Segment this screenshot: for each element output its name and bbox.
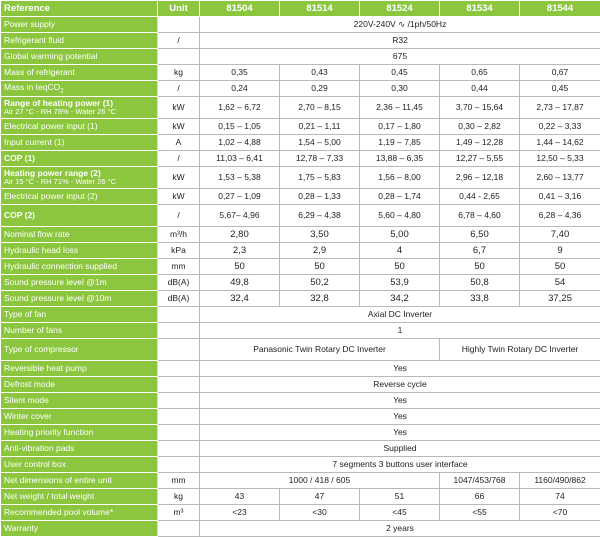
row-label: Global warming potential bbox=[1, 49, 158, 65]
value-cell: Panasonic Twin Rotary DC Inverter bbox=[200, 339, 440, 361]
value-cell: 1,54 – 5,00 bbox=[280, 135, 360, 151]
value-cell: 37,25 bbox=[520, 291, 600, 307]
value-cell: 0,28 – 1,33 bbox=[280, 189, 360, 205]
row-label: Mass of refrigerant bbox=[1, 65, 158, 81]
row-electrical-power-1 bbox=[1, 119, 600, 135]
value-cell: 0,21 – 1,11 bbox=[280, 119, 360, 135]
unit-cell bbox=[158, 49, 200, 65]
row-weight bbox=[1, 489, 600, 505]
value-cell: 2,70 – 8,15 bbox=[280, 97, 360, 119]
value-cell: 2 years bbox=[200, 521, 600, 537]
unit-cell: / bbox=[158, 205, 200, 227]
row-label-conditions: Air 27 °C - RH 78% - Water 26 °C bbox=[4, 108, 154, 116]
row-fan-count bbox=[1, 323, 600, 339]
value-cell: <23 bbox=[200, 505, 280, 521]
row-flow-rate bbox=[1, 227, 600, 243]
row-label-text: Mass in bbox=[4, 82, 33, 92]
value-cell: R32 bbox=[200, 33, 600, 49]
row-label: Hydraulic connection supplied bbox=[1, 259, 158, 275]
value-cell: <30 bbox=[280, 505, 360, 521]
row-reversible bbox=[1, 361, 600, 377]
value-cell: 0,30 bbox=[360, 81, 440, 97]
row-silent bbox=[1, 393, 600, 409]
value-cell: 675 bbox=[200, 49, 600, 65]
value-cell: 54 bbox=[520, 275, 600, 291]
value-cell: 5,60 – 4,80 bbox=[360, 205, 440, 227]
value-cell: Axial DC Inverter bbox=[200, 307, 600, 323]
value-cell: 0,41 – 3,16 bbox=[520, 189, 600, 205]
value-cell: 50 bbox=[520, 259, 600, 275]
value-cell: 5,00 bbox=[360, 227, 440, 243]
unit-cell: / bbox=[158, 81, 200, 97]
row-label: Net dimensions of entire unit bbox=[1, 473, 158, 489]
row-label: Sound pressure level @10m bbox=[1, 291, 158, 307]
unit-cell: / bbox=[158, 33, 200, 49]
value-cell: <70 bbox=[520, 505, 600, 521]
row-cop-2 bbox=[1, 205, 600, 227]
unit-cell bbox=[158, 521, 200, 537]
value-cell: 12,78 – 7,33 bbox=[280, 151, 360, 167]
value-cell: Highly Twin Rotary DC Inverter bbox=[440, 339, 600, 361]
value-cell: 49,8 bbox=[200, 275, 280, 291]
row-dimensions bbox=[1, 473, 600, 489]
row-label: Heating priority function bbox=[1, 425, 158, 441]
value-cell: 6,7 bbox=[440, 243, 520, 259]
row-label: Sound pressure level @1m bbox=[1, 275, 158, 291]
row-pool-volume bbox=[1, 505, 600, 521]
value-cell: Reverse cycle bbox=[200, 377, 600, 393]
model-81544: 81544 bbox=[520, 1, 600, 17]
value-cell: 0,22 – 3,33 bbox=[520, 119, 600, 135]
unit-cell: kW bbox=[158, 189, 200, 205]
row-mass-refrigerant bbox=[1, 65, 600, 81]
row-label: Defrost mode bbox=[1, 377, 158, 393]
value-cell: 0,35 bbox=[200, 65, 280, 81]
row-defrost bbox=[1, 377, 600, 393]
value-cell: 0,15 – 1,05 bbox=[200, 119, 280, 135]
unit-cell: / bbox=[158, 151, 200, 167]
row-heating-priority bbox=[1, 425, 600, 441]
value-cell: 12,27 – 5,55 bbox=[440, 151, 520, 167]
value-cell: 0,17 – 1,80 bbox=[360, 119, 440, 135]
value-cell: 50 bbox=[440, 259, 520, 275]
value-cell: 0,27 – 1,09 bbox=[200, 189, 280, 205]
row-head-loss bbox=[1, 243, 600, 259]
value-cell: 3,50 bbox=[280, 227, 360, 243]
row-cop-1 bbox=[1, 151, 600, 167]
value-cell: 50 bbox=[280, 259, 360, 275]
unit-cell: kg bbox=[158, 489, 200, 505]
header-reference: Reference bbox=[1, 1, 158, 17]
value-cell: Yes bbox=[200, 409, 600, 425]
unit-cell bbox=[158, 409, 200, 425]
value-cell: Supplied bbox=[200, 441, 600, 457]
row-label: Warranty bbox=[1, 521, 158, 537]
unit-cell: kW bbox=[158, 119, 200, 135]
row-warranty bbox=[1, 521, 600, 537]
value-cell: 1000 / 418 / 605 bbox=[200, 473, 440, 489]
row-power-supply bbox=[1, 17, 600, 33]
unit-cell: mm bbox=[158, 259, 200, 275]
value-cell: 53,9 bbox=[360, 275, 440, 291]
row-label: Nominal flow rate bbox=[1, 227, 158, 243]
row-anti-vibration bbox=[1, 441, 600, 457]
value-cell: 1,56 – 8,00 bbox=[360, 167, 440, 189]
value-cell: <55 bbox=[440, 505, 520, 521]
row-refrigerant bbox=[1, 33, 600, 49]
row-label: Type of fan bbox=[1, 307, 158, 323]
row-label bbox=[1, 167, 158, 189]
row-label: Hydraulic head loss bbox=[1, 243, 158, 259]
row-label: Power supply bbox=[1, 17, 158, 33]
row-label: COP (2) bbox=[1, 205, 158, 227]
row-label: Input current (1) bbox=[1, 135, 158, 151]
value-cell: 32,4 bbox=[200, 291, 280, 307]
row-label: Type of compressor bbox=[1, 339, 158, 361]
unit-cell: m³ bbox=[158, 505, 200, 521]
value-cell: 1,75 – 5,83 bbox=[280, 167, 360, 189]
value-cell: 50 bbox=[360, 259, 440, 275]
row-heating-range-2 bbox=[1, 167, 600, 189]
value-cell: 0,44 - 2,65 bbox=[440, 189, 520, 205]
value-cell: 0,28 – 1,74 bbox=[360, 189, 440, 205]
value-cell: 50 bbox=[200, 259, 280, 275]
row-input-current-1 bbox=[1, 135, 600, 151]
value-cell: 1160/490/862 bbox=[520, 473, 600, 489]
value-cell: 66 bbox=[440, 489, 520, 505]
unit-cell bbox=[158, 441, 200, 457]
value-cell: 6,78 – 4,60 bbox=[440, 205, 520, 227]
row-gwp bbox=[1, 49, 600, 65]
row-electrical-power-2 bbox=[1, 189, 600, 205]
unit-cell: mm bbox=[158, 473, 200, 489]
row-label: COP (1) bbox=[1, 151, 158, 167]
unit-cell: kW bbox=[158, 167, 200, 189]
value-cell: 7 segments 3 buttons user interface bbox=[200, 457, 600, 473]
value-cell: 9 bbox=[520, 243, 600, 259]
value-cell: 7,40 bbox=[520, 227, 600, 243]
unit-cell bbox=[158, 361, 200, 377]
model-81524: 81524 bbox=[360, 1, 440, 17]
value-cell: 6,50 bbox=[440, 227, 520, 243]
row-fan-type bbox=[1, 307, 600, 323]
value-cell: 2,73 – 17,87 bbox=[520, 97, 600, 119]
unit-cell bbox=[158, 377, 200, 393]
row-label: Refrigerant fluid bbox=[1, 33, 158, 49]
row-label: Number of fans bbox=[1, 323, 158, 339]
value-cell: 34,2 bbox=[360, 291, 440, 307]
value-cell: 0,29 bbox=[280, 81, 360, 97]
value-cell: <45 bbox=[360, 505, 440, 521]
unit-cell bbox=[158, 339, 200, 361]
unit-cell bbox=[158, 425, 200, 441]
row-label: Recommended pool volume* bbox=[1, 505, 158, 521]
value-cell: 1,62 – 6,72 bbox=[200, 97, 280, 119]
value-cell: 2,36 – 11,45 bbox=[360, 97, 440, 119]
value-cell: Yes bbox=[200, 393, 600, 409]
value-cell: 220V-240V ∿ /1ph/50Hz bbox=[200, 17, 600, 33]
row-label: Electrical power input (1) bbox=[1, 119, 158, 135]
value-cell: 50,8 bbox=[440, 275, 520, 291]
value-cell: 0,43 bbox=[280, 65, 360, 81]
unit-cell bbox=[158, 17, 200, 33]
value-cell: 2,60 – 13,77 bbox=[520, 167, 600, 189]
row-label-conditions: Air 15 °C - RH 71% - Water 26 °C bbox=[4, 178, 154, 186]
unit-cell: m³/h bbox=[158, 227, 200, 243]
row-label bbox=[1, 97, 158, 119]
value-cell: Yes bbox=[200, 361, 600, 377]
row-label: Winter cover bbox=[1, 409, 158, 425]
row-label: Anti-vibration pads bbox=[1, 441, 158, 457]
value-cell: 1,44 – 14,62 bbox=[520, 135, 600, 151]
unit-cell bbox=[158, 457, 200, 473]
value-cell: 3,70 – 15,64 bbox=[440, 97, 520, 119]
row-label-text: Range of heating power (1) bbox=[4, 98, 113, 108]
header-row bbox=[1, 1, 600, 17]
value-cell: 0,30 – 2,82 bbox=[440, 119, 520, 135]
value-cell: 50,2 bbox=[280, 275, 360, 291]
row-label: Electrical power input (2) bbox=[1, 189, 158, 205]
header-unit: Unit bbox=[158, 1, 200, 17]
value-cell: 1 bbox=[200, 323, 600, 339]
value-cell: 1047/453/768 bbox=[440, 473, 520, 489]
row-winter-cover bbox=[1, 409, 600, 425]
value-cell: 13,88 – 6,35 bbox=[360, 151, 440, 167]
value-cell: 4 bbox=[360, 243, 440, 259]
value-cell: 0,44 bbox=[440, 81, 520, 97]
value-cell: 0,65 bbox=[440, 65, 520, 81]
row-label: Net weight / total weight bbox=[1, 489, 158, 505]
unit-cell: kg bbox=[158, 65, 200, 81]
value-cell: 2,9 bbox=[280, 243, 360, 259]
value-cell: 11,03 – 6,41 bbox=[200, 151, 280, 167]
value-cell: 6,28 – 4,36 bbox=[520, 205, 600, 227]
row-label-text: Heating power range (2) bbox=[4, 168, 101, 178]
unit-cell: kW bbox=[158, 97, 200, 119]
value-cell: 33,8 bbox=[440, 291, 520, 307]
value-cell: 51 bbox=[360, 489, 440, 505]
row-hydraulic-connection bbox=[1, 259, 600, 275]
value-cell: 1,49 – 12,28 bbox=[440, 135, 520, 151]
row-sound-10m bbox=[1, 291, 600, 307]
value-cell: 43 bbox=[200, 489, 280, 505]
unit-cell bbox=[158, 307, 200, 323]
row-sound-1m bbox=[1, 275, 600, 291]
value-cell: 2,80 bbox=[200, 227, 280, 243]
unit-cell bbox=[158, 323, 200, 339]
value-cell: 0,45 bbox=[360, 65, 440, 81]
unit-cell: dB(A) bbox=[158, 275, 200, 291]
row-label: Mass in teqCO$_2$ bbox=[1, 81, 158, 97]
model-81514: 81514 bbox=[280, 1, 360, 17]
row-heating-range-1 bbox=[1, 97, 600, 119]
value-cell: 1,19 – 7,85 bbox=[360, 135, 440, 151]
row-control-box bbox=[1, 457, 600, 473]
row-compressor bbox=[1, 339, 600, 361]
value-cell: 5,67– 4,96 bbox=[200, 205, 280, 227]
value-cell: 6,29 – 4,38 bbox=[280, 205, 360, 227]
row-mass-co2 bbox=[1, 81, 600, 97]
value-cell: 74 bbox=[520, 489, 600, 505]
value-cell: Yes bbox=[200, 425, 600, 441]
value-cell: 47 bbox=[280, 489, 360, 505]
value-cell: 0,45 bbox=[520, 81, 600, 97]
row-label-suffix: teqCO bbox=[36, 82, 61, 92]
row-label: Reversible heat pump bbox=[1, 361, 158, 377]
value-cell: 2,96 – 12,18 bbox=[440, 167, 520, 189]
value-cell: 1,02 – 4,88 bbox=[200, 135, 280, 151]
value-cell: 1,53 – 5,38 bbox=[200, 167, 280, 189]
value-cell: 32,8 bbox=[280, 291, 360, 307]
unit-cell: kPa bbox=[158, 243, 200, 259]
unit-cell bbox=[158, 393, 200, 409]
unit-cell: dB(A) bbox=[158, 291, 200, 307]
value-cell: 0,24 bbox=[200, 81, 280, 97]
model-81504: 81504 bbox=[200, 1, 280, 17]
model-81534: 81534 bbox=[440, 1, 520, 17]
value-cell: 0,67 bbox=[520, 65, 600, 81]
value-cell: 12,50 – 5,33 bbox=[520, 151, 600, 167]
row-label: User control box bbox=[1, 457, 158, 473]
row-label: Silent mode bbox=[1, 393, 158, 409]
unit-cell: A bbox=[158, 135, 200, 151]
value-cell: 2,3 bbox=[200, 243, 280, 259]
